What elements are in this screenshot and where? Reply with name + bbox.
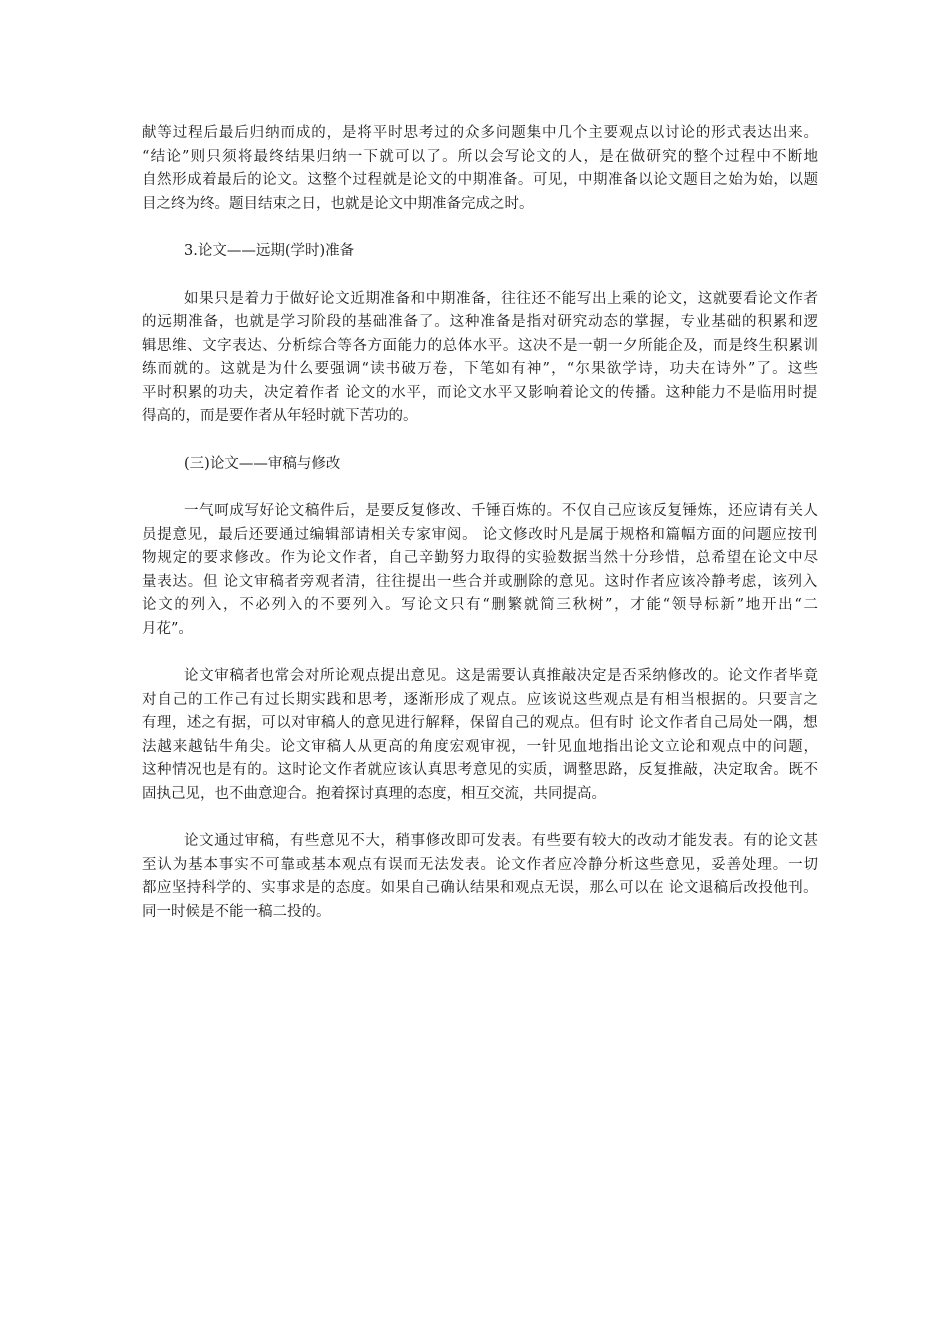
text-line: 平时积累的功夫，决定着作者 论文的水平，而论文水平又影响着论文的传播。这种能力不是临用时提 xyxy=(142,384,818,401)
paragraph-2 xyxy=(142,288,818,429)
paragraph-3 xyxy=(142,500,818,641)
paragraph-gap xyxy=(142,429,818,453)
text-line: 有理，述之有据，可以对审稿人的意见进行解释，保留自己的观点。但有时 论文作者自己局处一隅，想 xyxy=(142,715,819,731)
text-line: 量表达。但 论文审稿者旁观者清，往往提出一些合并或删除的意见。这时作者应该冷静考虑，该列入 xyxy=(142,573,818,590)
paragraph-gap xyxy=(142,216,818,240)
text-line: “结论”则只须将最终结果归纳一下就可以了。所以会写论文的人，是在做研究的整个过程中不断地 xyxy=(142,148,820,165)
paragraph-gap xyxy=(142,641,818,665)
text-line: 论文审稿者也常会对所论观点提出意见。这是需要认真推敲决定是否采纳修改的。论文作者毕竟 xyxy=(184,668,819,684)
text-line: 目之终为终。题目结束之日，也就是论文中期准备完成之时。 xyxy=(142,195,534,212)
paragraph-4 xyxy=(142,665,818,806)
text-line: 的远期准备，也就是学习阶段的基础准备了。这种准备是指对研究动态的掌握，专业基础的积累和逻 xyxy=(142,314,819,330)
text-line: 练而就的。这就是为什么要强调“读书破万卷，下笔如有神”，“尔果欲学诗，功夫在诗外”了。这些 xyxy=(142,361,820,377)
paragraph-gap xyxy=(142,476,818,500)
paragraph-5 xyxy=(142,830,818,924)
section-heading-san xyxy=(142,453,818,477)
text-line: 这种情况也是有的。这时论文作者就应该认真思考意见的实质，调整思路，反复推敲，决定取舍。既不 xyxy=(142,762,819,778)
heading-text: 3.论文——远期(学时)准备 xyxy=(184,243,355,259)
text-line: 自然形成着最后的论文。这整个过程就是论文的中期准备。可见，中期准备以论文题目之始为始，以题 xyxy=(142,172,819,188)
document-body xyxy=(142,122,818,924)
text-line: 一气呵成写好论文稿件后，是要反复修改、千锤百炼的。不仅自己应该反复锤炼，还应请有关人 xyxy=(184,503,819,519)
text-line: 论文的列入，不必列入的不要列入。写论文只有“删繁就简三秋树”，才能“领导标新”地开出“二 xyxy=(142,597,820,613)
paragraph-gap xyxy=(142,806,818,830)
text-line: 至认为基本事实不可靠或基本观点有误而无法发表。论文作者应冷静分析这些意见，妥善处理。一切 xyxy=(142,856,819,873)
text-line: 献等过程后最后归纳而成的，是将平时思考过的众多问题集中几个主要观点以讨论的形式表达出来。 xyxy=(142,125,819,141)
text-line: 月花”。 xyxy=(142,620,193,637)
text-line: 同一时候是不能一稿二投的。 xyxy=(142,903,331,920)
text-line: 论文通过审稿，有些意见不大，稍事修改即可发表。有些要有较大的改动才能发表。有的论文甚 xyxy=(184,833,819,849)
text-line: 得高的，而是要作者从年轻时就下苦功的。 xyxy=(142,408,418,424)
text-line: 物规定的要求修改。作为论文作者，自己辛勤努力取得的实验数据当然十分珍惜，总希望在论文中尽 xyxy=(142,550,819,566)
text-line: 对自己的工作己有过长期实践和思考，逐渐形成了观点。应该说这些观点是有相当根据的。只要言之 xyxy=(142,691,819,708)
paragraph-gap xyxy=(142,264,818,288)
text-line: 固执己见，也不曲意迎合。抱着探讨真理的态度，相互交流，共同提高。 xyxy=(142,785,606,802)
heading-text: (三)论文——审稿与修改 xyxy=(184,455,341,472)
text-line: 都应坚持科学的、实事求是的态度。如果自己确认结果和观点无误，那么可以在 论文退稿后改投他刊。 xyxy=(142,880,819,896)
text-line: 辑思维、文字表达、分析综合等各方面能力的总体水平。这决不是一朝一夕所能企及，而是终生积累训 xyxy=(142,337,819,354)
text-line: 法越来越钻牛角尖。论文审稿人从更高的角度宏观审视，一针见血地指出论文立论和观点中的问题， xyxy=(142,738,819,755)
text-line: 如果只是着力于做好论文近期准备和中期准备，往往还不能写出上乘的论文，这就要看论文作者 xyxy=(184,290,819,307)
text-line: 员提意见，最后还要通过编辑部请相关专家审阅。 论文修改时凡是属于规格和篇幅方面的问题应按刊 xyxy=(142,526,818,543)
section-heading-3 xyxy=(142,240,818,264)
paragraph-1 xyxy=(142,122,818,216)
